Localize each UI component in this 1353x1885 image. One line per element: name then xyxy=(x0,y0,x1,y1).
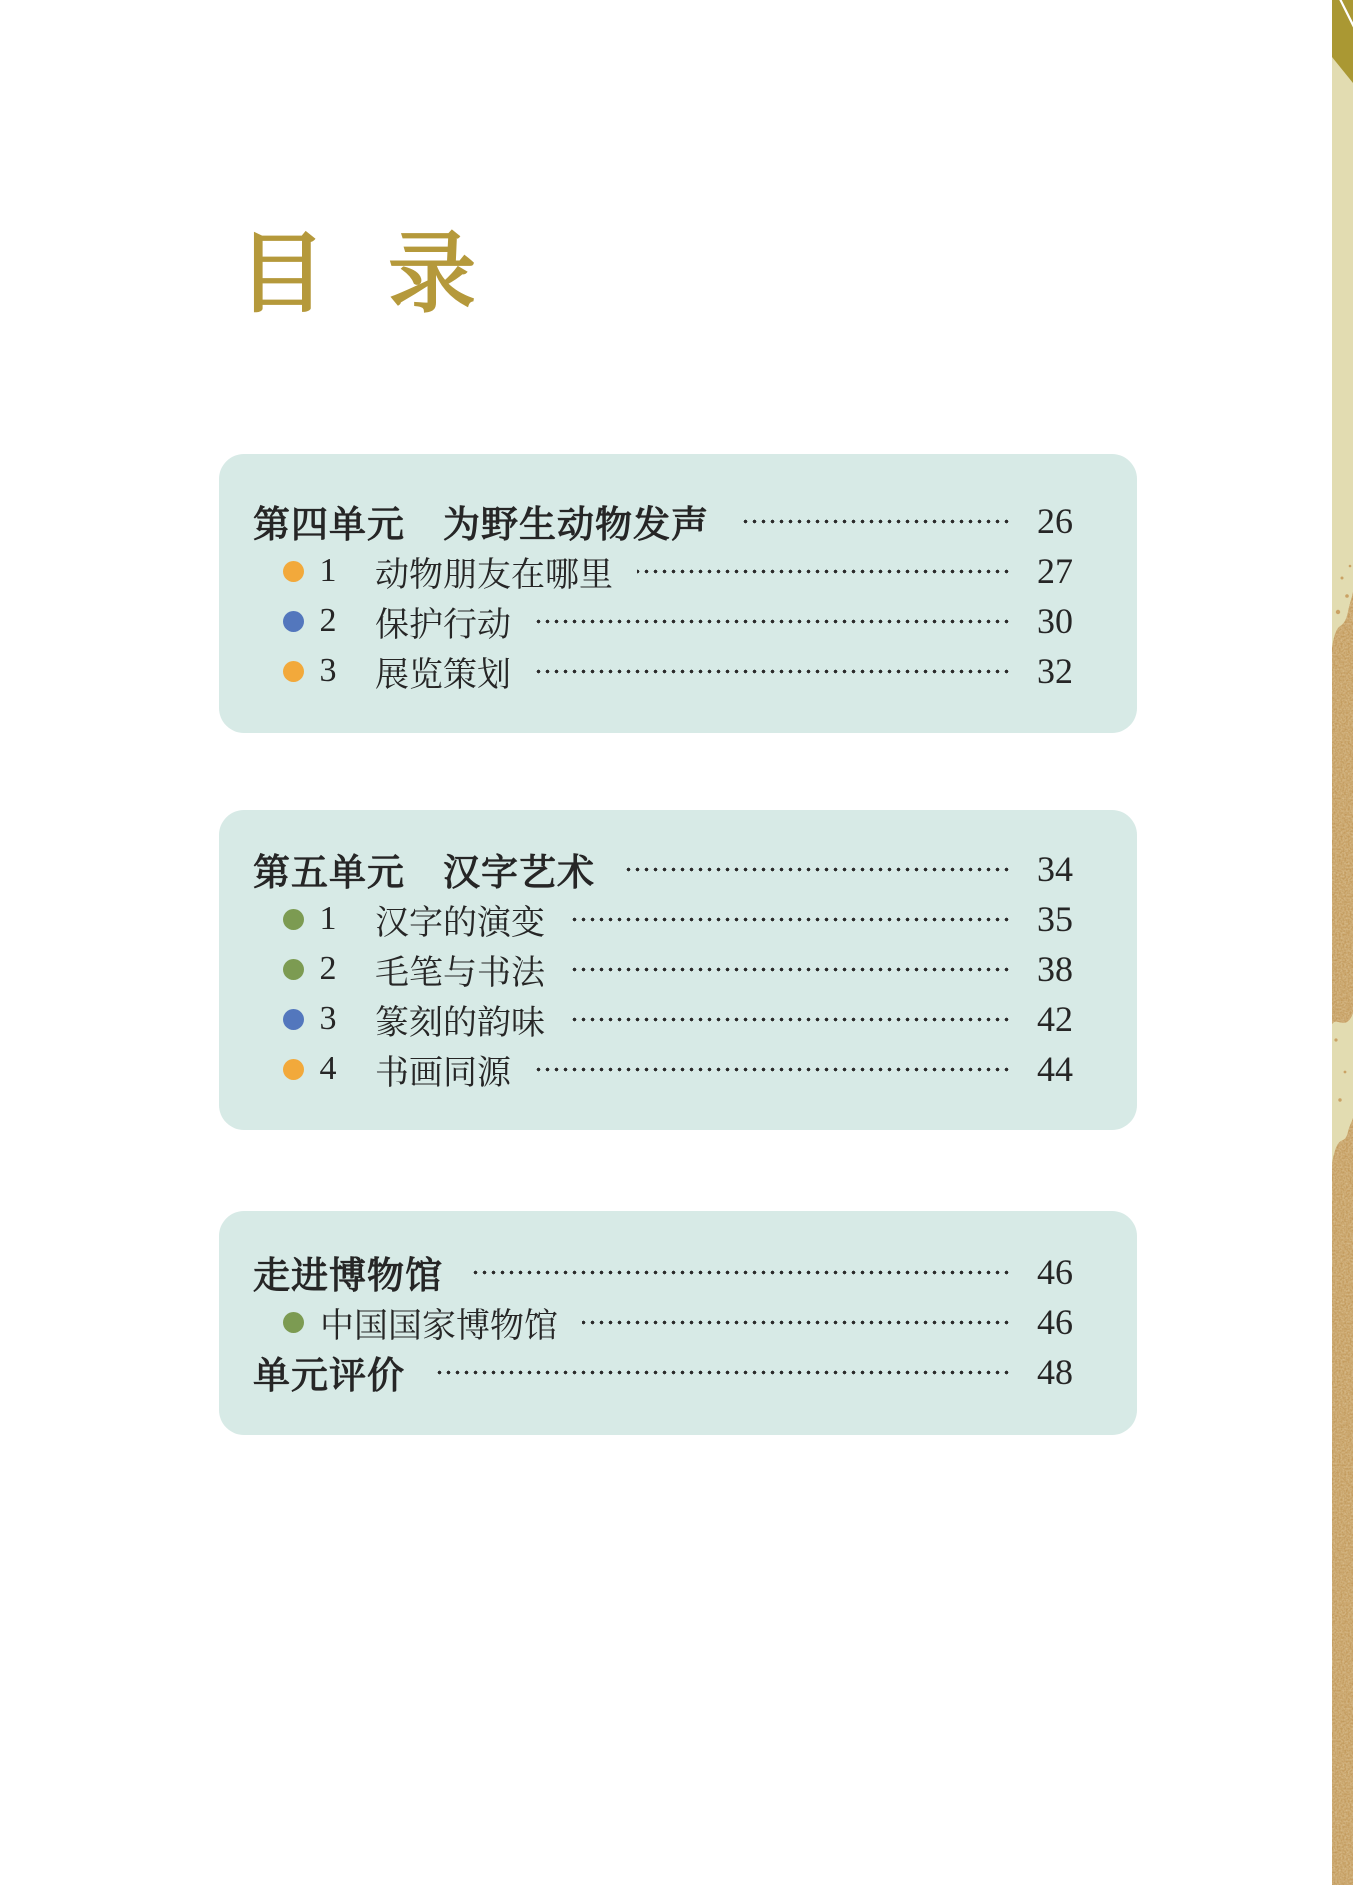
item-number: 2 xyxy=(319,602,337,639)
toc-item-row xyxy=(253,994,1073,1044)
page-number: 48 xyxy=(1037,1352,1073,1392)
page-edge-decoration-icon xyxy=(1332,0,1353,1885)
dot-leader xyxy=(435,1370,1011,1375)
page-number: 38 xyxy=(1037,949,1073,989)
dot-leader xyxy=(582,1320,1011,1325)
dot-leader xyxy=(739,519,1011,524)
toc-item-row xyxy=(253,546,1073,596)
dot-leader xyxy=(535,619,1011,624)
toc-heading-row xyxy=(253,496,1073,546)
bullet-dot-icon xyxy=(283,959,304,980)
dot-leader xyxy=(535,1067,1011,1072)
section-heading-label: 单元评价 xyxy=(253,1356,405,1397)
toc-heading-row xyxy=(253,844,1073,894)
page-number: 44 xyxy=(1037,1049,1073,1089)
item-label: 毛笔与书法 xyxy=(375,954,545,992)
item-number: 3 xyxy=(319,1000,337,1037)
item-label: 展览策划 xyxy=(375,656,511,694)
page-number: 26 xyxy=(1037,501,1073,541)
toc-item-row xyxy=(253,596,1073,646)
page-number: 30 xyxy=(1037,601,1073,641)
bullet-dot-icon xyxy=(283,1059,304,1080)
section-heading-label: 第五单元 汉字艺术 xyxy=(253,853,595,894)
page-number: 46 xyxy=(1037,1302,1073,1342)
bullet-dot-icon xyxy=(283,1312,304,1333)
dot-leader xyxy=(535,669,1011,674)
toc-section-unit-4 xyxy=(219,454,1137,733)
item-number: 3 xyxy=(319,652,337,689)
item-label: 动物朋友在哪里 xyxy=(375,556,613,594)
bullet-dot-icon xyxy=(283,611,304,632)
page-title: 目 录 xyxy=(238,227,483,324)
dot-leader xyxy=(473,1270,1011,1275)
item-label: 篆刻的韵味 xyxy=(375,1004,545,1042)
toc-item-row xyxy=(253,1297,1073,1347)
dot-leader xyxy=(625,867,1011,872)
bullet-dot-icon xyxy=(283,661,304,682)
dot-leader xyxy=(569,917,1011,922)
item-number: 1 xyxy=(319,900,337,937)
page-number: 42 xyxy=(1037,999,1073,1039)
item-number: 2 xyxy=(319,950,337,987)
section-heading-label: 第四单元 为野生动物发声 xyxy=(253,505,709,546)
page-number: 46 xyxy=(1037,1252,1073,1292)
item-label: 汉字的演变 xyxy=(375,904,545,942)
item-label: 书画同源 xyxy=(375,1054,511,1092)
item-label: 保护行动 xyxy=(375,606,511,644)
bullet-dot-icon xyxy=(283,909,304,930)
toc-item-row xyxy=(253,1044,1073,1094)
dot-leader xyxy=(637,569,1011,574)
toc-item-row xyxy=(253,894,1073,944)
toc-item-row xyxy=(253,944,1073,994)
page-number: 27 xyxy=(1037,551,1073,591)
item-label: 中国国家博物馆 xyxy=(320,1307,558,1345)
toc-item-row xyxy=(253,646,1073,696)
toc-section-museum-evaluation xyxy=(219,1211,1137,1435)
bullet-dot-icon xyxy=(283,561,304,582)
dot-leader xyxy=(569,967,1011,972)
section-heading-label: 走进博物馆 xyxy=(253,1256,443,1297)
toc-section-unit-5 xyxy=(219,810,1137,1130)
bullet-dot-icon xyxy=(283,1009,304,1030)
item-number: 4 xyxy=(319,1050,337,1087)
page-number: 34 xyxy=(1037,849,1073,889)
toc-heading-row xyxy=(253,1247,1073,1297)
item-number: 1 xyxy=(319,552,337,589)
page-number: 35 xyxy=(1037,899,1073,939)
dot-leader xyxy=(569,1017,1011,1022)
page-number: 32 xyxy=(1037,651,1073,691)
toc-heading-row xyxy=(253,1347,1073,1397)
